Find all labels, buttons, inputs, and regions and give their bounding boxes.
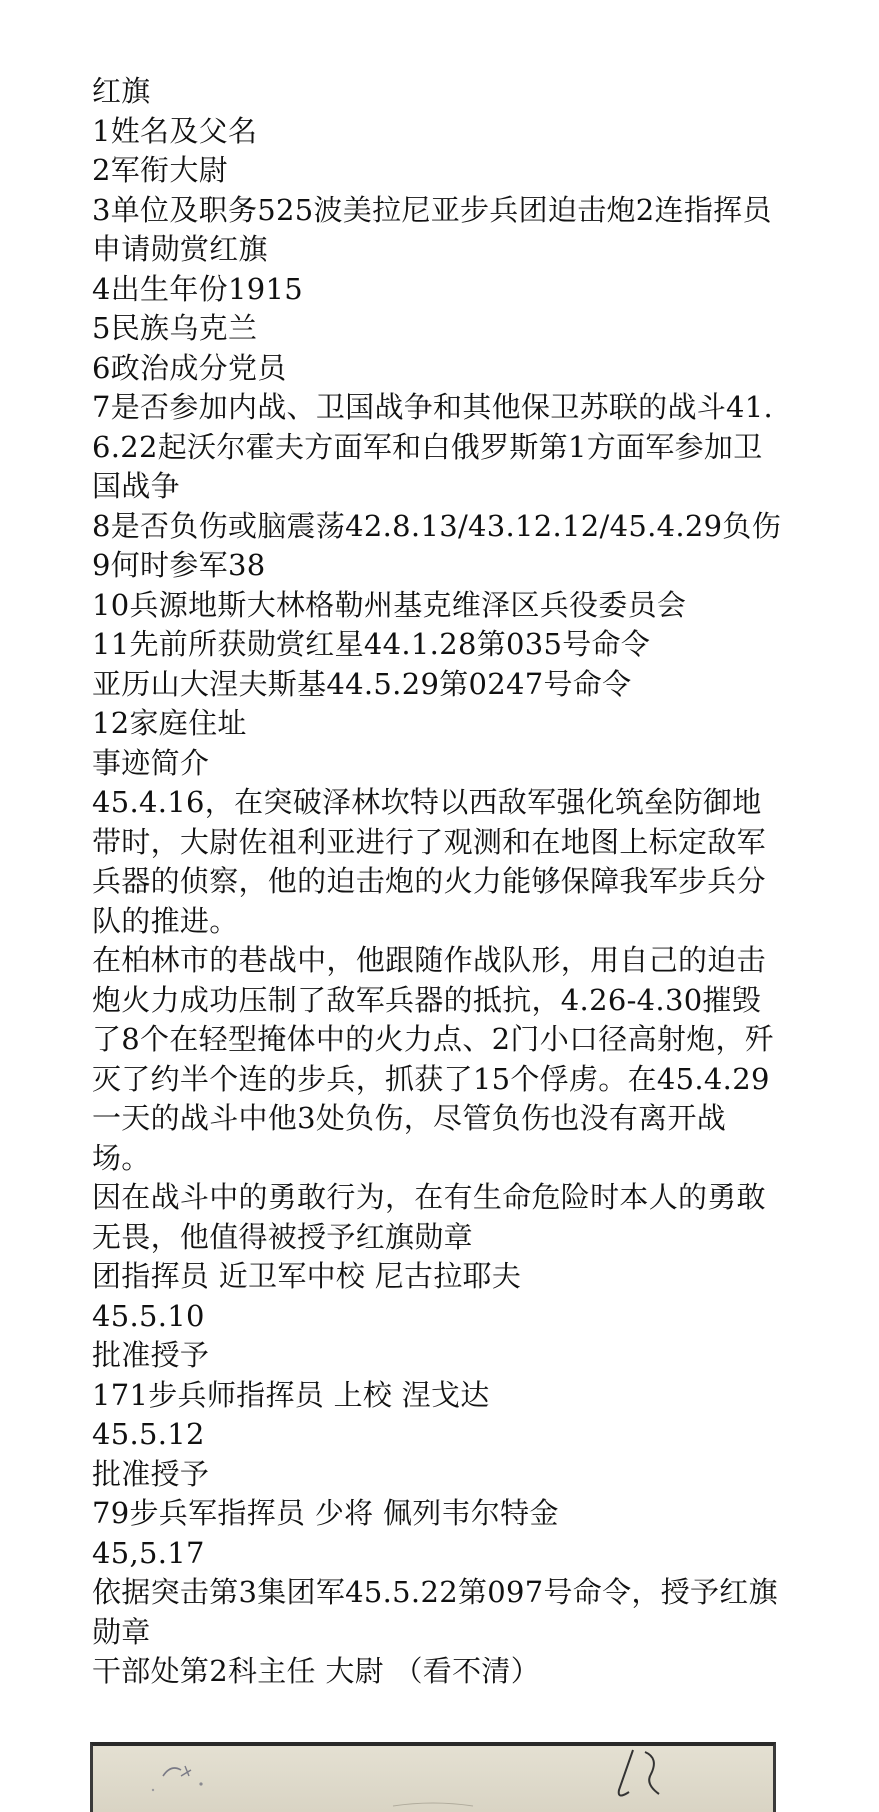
doc-paragraph-1: 45.4.16，在突破泽林坎特以西敌军强化筑垒防御地带时，大尉佐祖利亚进行了观测和在地图上标定敌军兵器的侦察，他的迫击炮的火力能够保障我军步兵分队的推进。 [92,785,766,938]
doc-line-title: 红旗 [92,74,151,108]
doc-line-order: 依据突击第3集团军45.5.22第097号命令，授予红旗勋章 [92,1575,778,1649]
doc-line-cadre-chief: 干部处第2科主任 大尉 （看不清） [92,1654,540,1688]
doc-paragraph-2: 在柏林市的巷战中，他跟随作战队形，用自己的迫击炮火力成功压制了敌军兵器的抵抗，4.26-4.30摧毁了8个在轻型掩体中的火力点、2门小口径高射炮，歼灭了约半个连的步兵，抓获了15个俘虏。在45.4.29一天的战斗中他3处负伤，尽管负伤也没有离开战场。 [92,943,775,1175]
doc-line-wounds: 8是否负伤或脑震荡42.8.13/43.12.12/45.4.29负伤 [92,508,782,543]
doc-line-corps-commander: 79步兵军指挥员 少将 佩列韦尔特金 [92,1496,559,1530]
doc-line-war-participation: 7是否参加内战、卫国战争和其他保卫苏联的战斗41.6.22起沃尔霍夫方面军和白俄罗斯第1方面军参加卫国战争 [92,390,774,503]
doc-line-prior-awards: 11先前所获勋赏红星44.1.28第035号命令 [92,627,651,661]
doc-line-prior-awards-2: 亚历山大涅夫斯基44.5.29第0247号命令 [92,666,632,701]
doc-line-birth-year: 4出生年份1915 [92,271,303,306]
doc-line-unit: 3单位及职务525波美拉尼亚步兵团迫击炮2连指挥员 [92,192,772,227]
doc-paragraph-3: 因在战斗中的勇敢行为，在有生命危险时本人的勇敢无畏，他值得被授予红旗勋章 [92,1180,766,1254]
doc-line-draft-office: 10兵源地斯大林格勒州基克维泽区兵役委员会 [92,587,687,622]
scanned-document-fragment [90,1742,776,1812]
doc-line-rank: 2军衔大尉 [92,153,228,187]
doc-line-nationality: 5民族乌克兰 [92,311,258,345]
doc-line-summary-heading: 事迹简介 [92,745,210,780]
scanned-document-fragment-icon [93,1746,776,1812]
doc-line-regiment-commander: 团指挥员 近卫军中校 尼古拉耶夫 [92,1259,522,1293]
doc-line-date-3: 45,5.17 [92,1535,205,1570]
doc-line-enlisted: 9何时参军38 [92,548,266,582]
doc-line-request: 申请勋赏红旗 [92,232,268,266]
doc-line-approve-1: 批准授予 [92,1338,210,1372]
doc-line-home-address: 12家庭住址 [92,706,247,740]
translated-award-text [92,72,782,1692]
doc-line-division-commander: 171步兵师指挥员 上校 涅戈达 [92,1377,490,1412]
doc-line-date-1: 45.5.10 [92,1298,205,1333]
doc-line-name: 1姓名及父名 [92,113,258,148]
doc-line-date-2: 45.5.12 [92,1417,205,1451]
doc-line-party: 6政治成分党员 [92,350,287,385]
doc-line-approve-2: 批准授予 [92,1456,210,1491]
